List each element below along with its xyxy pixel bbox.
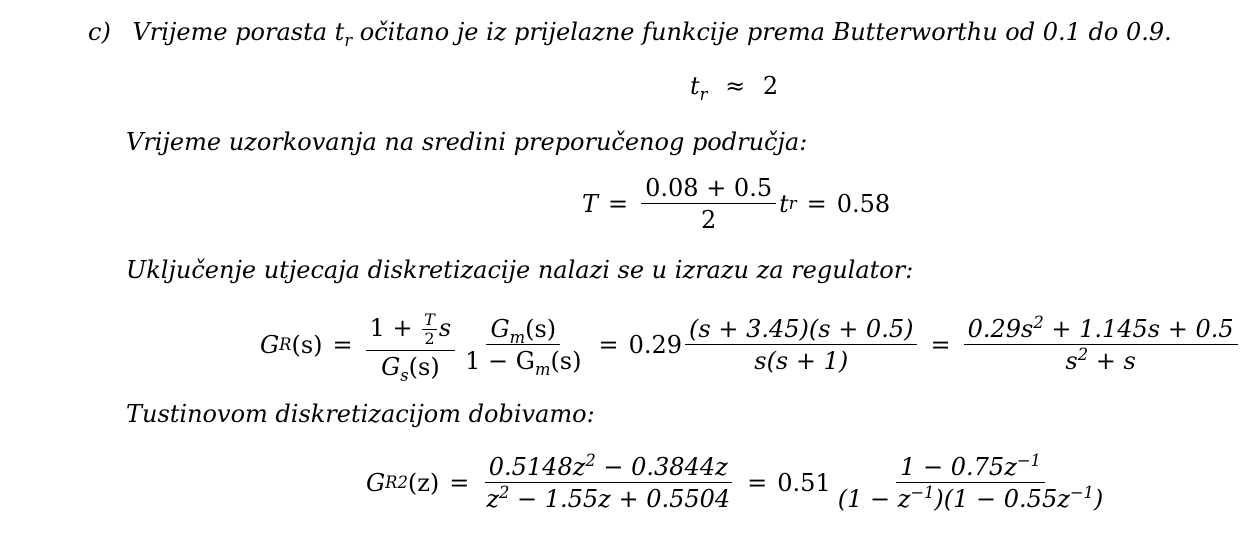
fraction-sampling: $\frac{0.08 + 0.5}{2}$: [641, 176, 776, 232]
fraction-discrete-2: $\frac{1 - 0.75z^{-1}}{(1 - z^{-1})(1 - 0.55z^{-1})}$: [837, 451, 1104, 513]
paragraph-sampling-time: Vrijeme uzorkovanja na sredini preporučenog područja:: [126, 128, 808, 156]
paragraph-tustin: Tustinovom diskretizacijom dobivamo:: [126, 400, 595, 428]
equation-regulator: G R (s) = 1 + $\frac{T}{2}$ s $G_s(s)$ $\frac{G_m(s)}{1 - G_m(s)}$ = 0.29 $\frac{(s + 3.45)(s + 0.5)}{s(s + 1)}$ = $\frac{0.29s^2 + 1.145s + 0.5}{s^2 + s}$: [260, 312, 1241, 379]
equation-discrete-regulator: G R2 (z) = $\frac{0.5148z^2 - 0.3844z}{z^2 - 1.55z + 0.5504}$ = 0.51 $\frac{1 - 0.75z^{-1}}{(1 - z^{-1})(1 - 0.55z^{-1})}$: [366, 455, 1110, 511]
fraction-regulator-3: $\frac{(s + 3.45)(s + 0.5)}{s(s + 1)}$: [685, 317, 917, 373]
equation-sampling-time: T = $\frac{0.08 + 0.5}{2}$ t r = 0.58: [582, 174, 891, 234]
fraction-discrete-1: $\frac{0.5148z^2 - 0.3844z}{z^2 - 1.55z + 0.5504}$: [486, 451, 731, 513]
paragraph-rise-time: c) Vrijeme porasta $t_r$ očitano je iz prijelazne funkcije prema Butterworthu od 0.1 do 0.9.: [88, 18, 1172, 50]
equation-rise-time: $t_r \approx 2$: [690, 72, 779, 104]
fraction-regulator-4: $\frac{0.29s^2 + 1.145s + 0.5}{s^2 + s}$: [964, 317, 1238, 373]
fraction-regulator-1: 1 + $\frac{T}{2}$ s $G_s(s)$: [366, 312, 456, 379]
part-label: c): [88, 18, 111, 46]
paragraph-discretization-effect: Uključenje utjecaja diskretizacije nalazi se u izrazu za regulator:: [126, 256, 914, 284]
fraction-regulator-2: $\frac{G_m(s)}{1 - G_m(s)}$: [465, 315, 582, 380]
